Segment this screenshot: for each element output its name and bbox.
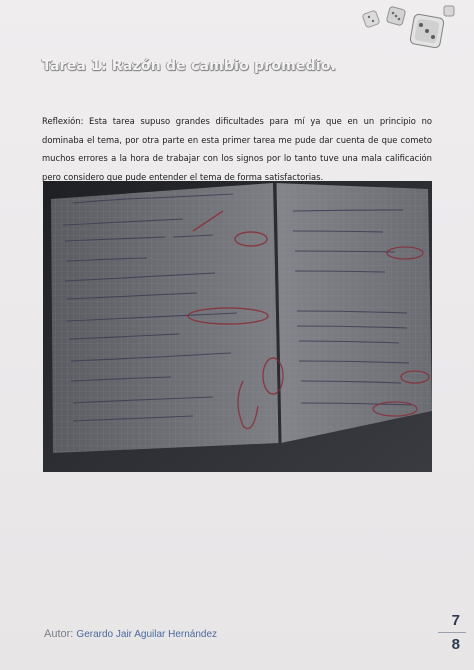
page-title: Tarea 1: Razón de cambio promedio. — [42, 58, 337, 74]
reflection-paragraph: Reflexión: Esta tarea supuso grandes dificultades para mí ya que en un principio no dominaba el tema, por otra parte en esta primer tarea me pude dar cuenta de que cometo muchos errores a la hora de trabajar con los signos por lo tanto tuve una mala calificación pero considero que pude entender el tema de forma satisfactorias. — [42, 116, 432, 182]
page-number-total: 8 — [451, 636, 460, 653]
author-label: Autor: — [44, 628, 74, 640]
author-line — [44, 628, 217, 640]
page-number-current: 7 — [451, 612, 460, 629]
page-number-divider — [438, 632, 466, 633]
author-name: Gerardo Jair Aguilar Hernández — [76, 629, 218, 640]
notebook-photo — [43, 181, 432, 472]
dice-decoration-icon — [354, 4, 464, 64]
